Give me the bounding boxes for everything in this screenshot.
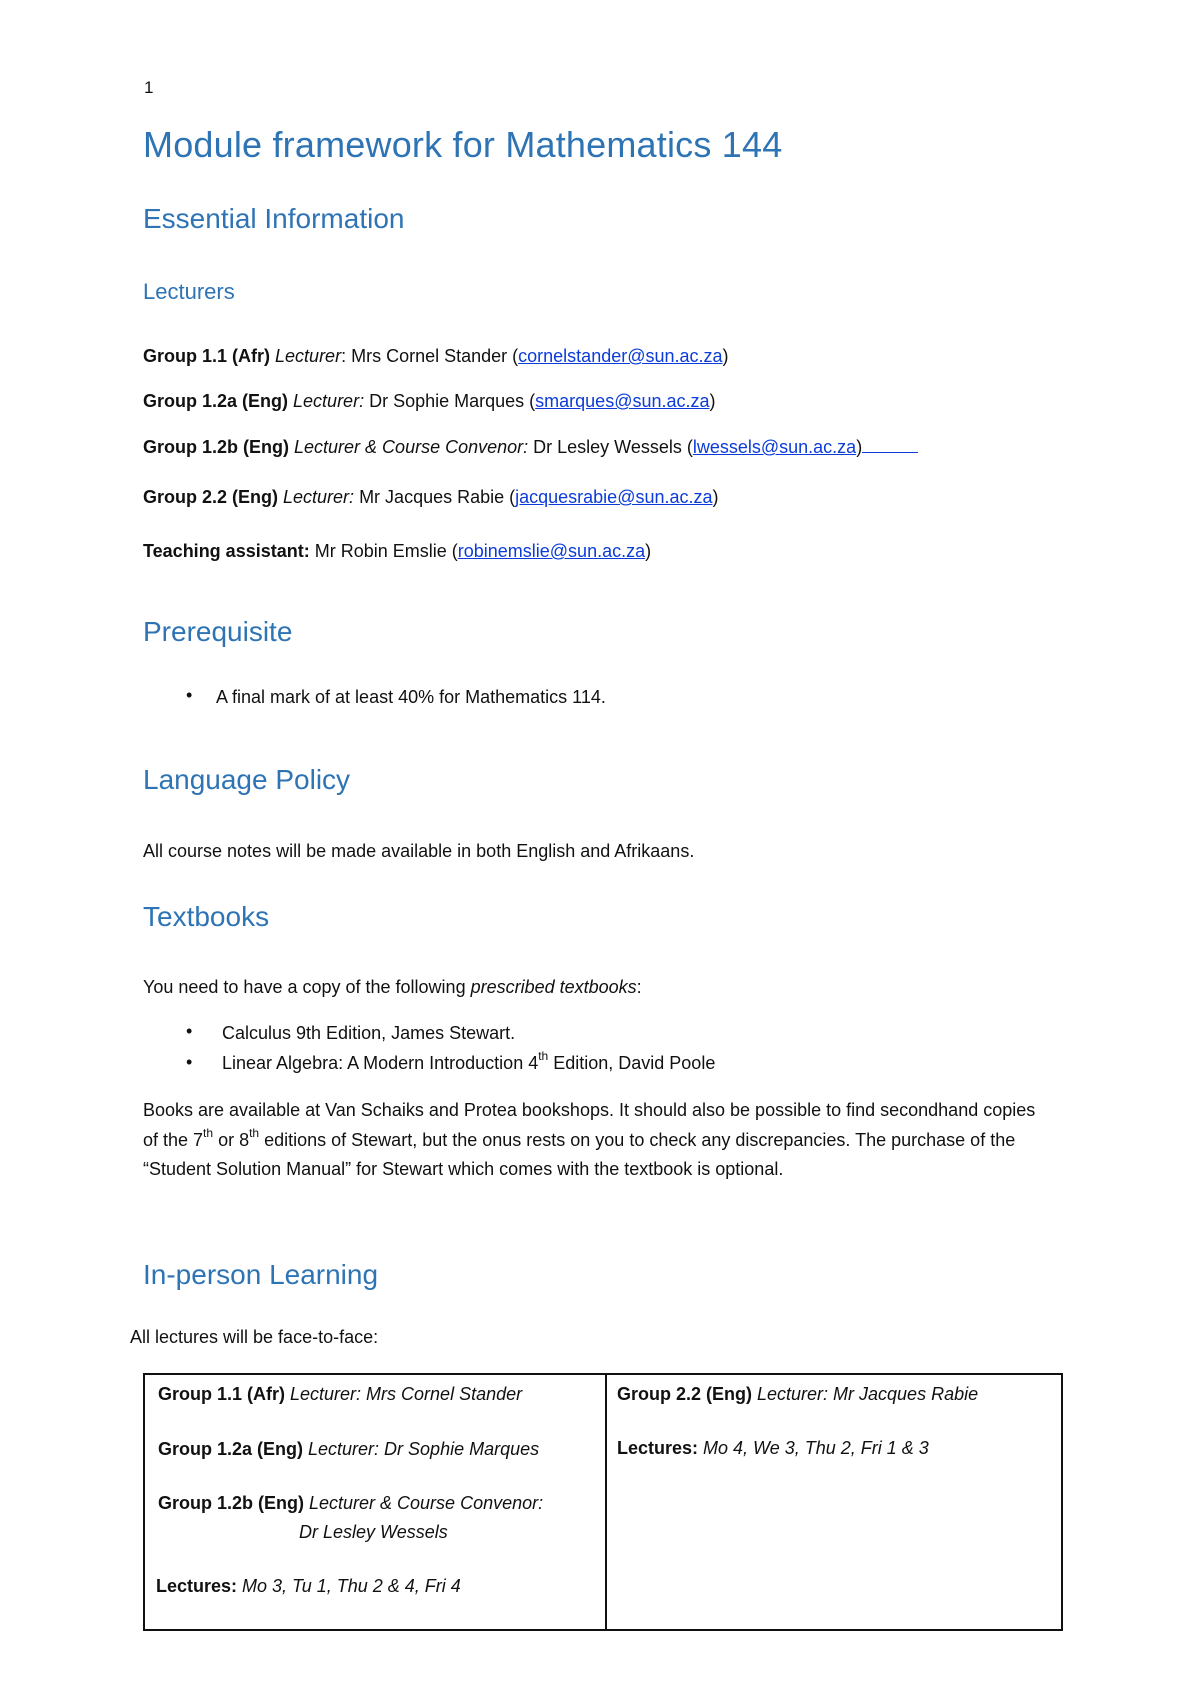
close-paren: ) (709, 391, 716, 411)
in-person-intro: All lectures will be face-to-face: (130, 1327, 379, 1347)
intro-emphasis: prescribed textbooks (470, 977, 637, 997)
prerequisite-heading: Prerequisite (143, 616, 293, 647)
close-paren: ) (712, 487, 719, 507)
lecturer-line-1 (143, 346, 729, 367)
superscript: th (249, 1125, 260, 1140)
lecture-times: Mo 3, Tu 1, Thu 2 & 4, Fri 4 (237, 1576, 461, 1596)
textbook-item-1: Calculus 9th Edition, James Stewart. (222, 1023, 516, 1043)
item-text-post: Edition, David Poole (548, 1053, 716, 1073)
table-cell-right-lectures (617, 1438, 929, 1459)
role-label: Lecturer: Mr Jacques Rabie (752, 1384, 979, 1404)
lecturer-line-3 (143, 436, 918, 458)
intro-suffix: : (636, 977, 642, 997)
lecturer-name: Dr Sophie Marques ( (364, 391, 536, 411)
lectures-label: Lectures: (156, 1576, 238, 1596)
role-label: Lecturer: (283, 487, 355, 507)
table-cell-left-group-3-name (299, 1522, 448, 1543)
group-label: Group 1.2b (Eng) (143, 437, 289, 457)
role-label: Lecturer & Course Convenor: (294, 437, 529, 457)
essential-information-heading: Essential Information (143, 203, 405, 234)
page-number: 1 (144, 78, 154, 97)
textbooks-intro (143, 977, 642, 998)
group-label: Group 1.1 (Afr) (143, 346, 271, 366)
close-paren: ) (645, 541, 652, 561)
para-part-3: editions of Stewart, but the onus rests on you to check any discrepancies. The purchase of the “Student Solution Manual” for Stewart which comes with the textbook is optional. (143, 1129, 1016, 1179)
lecture-times: Mo 4, We 3, Thu 2, Fri 1 & 3 (698, 1438, 929, 1458)
table-cell-right-group (617, 1384, 978, 1405)
in-person-learning-heading: In-person Learning (143, 1259, 379, 1290)
lecturer-line-2 (143, 391, 716, 412)
assistant-label: Teaching assistant: (143, 541, 310, 561)
lecturer-name: Mr Jacques Rabie ( (354, 487, 516, 507)
lecturer-name: Dr Lesley Wessels ( (528, 437, 693, 457)
table-cell-left-group-3 (158, 1493, 543, 1514)
role-label: Lecturer & Course Convenor: (304, 1493, 544, 1513)
textbooks-paragraph (143, 1096, 1043, 1185)
email-link[interactable]: smarques@sun.ac.za (535, 391, 710, 411)
close-paren: ) (722, 346, 729, 366)
role-label: Lecturer (275, 346, 342, 366)
email-link[interactable]: lwessels@sun.ac.za (692, 437, 857, 457)
teaching-assistant-line (143, 541, 651, 562)
lecturers-heading: Lecturers (143, 279, 235, 304)
close-paren: ) (856, 437, 863, 457)
language-policy-heading: Language Policy (143, 764, 351, 795)
group-label: Group 1.1 (Afr) (158, 1384, 286, 1404)
group-label: Group 2.2 (Eng) (143, 487, 278, 507)
bullet-icon: • (186, 685, 193, 705)
table-cell-left-lectures (156, 1576, 461, 1597)
superscript: th (538, 1049, 549, 1063)
para-part-2: or 8 (213, 1129, 250, 1150)
lecturer-name: Mrs Cornel Stander ( (346, 346, 519, 366)
superscript: th (203, 1125, 214, 1140)
bullet-icon: • (186, 1052, 193, 1072)
group-label: Group 1.2a (Eng) (158, 1439, 304, 1459)
table-cell-left-group-1 (158, 1384, 522, 1405)
email-link[interactable]: robinemslie@sun.ac.za (457, 541, 646, 561)
lecture-schedule-table (143, 1373, 1063, 1631)
group-label: Group 2.2 (Eng) (617, 1384, 752, 1404)
assistant-name: Mr Robin Emslie ( (309, 541, 458, 561)
role-label: Lecturer: Dr Sophie Marques (303, 1439, 540, 1459)
textbook-item-2 (222, 1049, 716, 1074)
role-label: Lecturer: Mrs Cornel Stander (285, 1384, 523, 1404)
document-title: Module framework for Mathematics 144 (143, 124, 783, 165)
lecturer-name: Dr Lesley Wessels (299, 1522, 448, 1542)
group-label: Group 1.2a (Eng) (143, 391, 289, 411)
lectures-label: Lectures: (617, 1438, 699, 1458)
textbooks-heading: Textbooks (143, 901, 270, 932)
language-policy-text: All course notes will be made available in both English and Afrikaans. (143, 841, 695, 861)
email-link[interactable]: cornelstander@sun.ac.za (518, 346, 723, 366)
prerequisite-item: A final mark of at least 40% for Mathematics 114. (216, 687, 606, 707)
underline-filler (862, 436, 918, 453)
separator: : (341, 346, 347, 366)
intro-prefix: You need to have a copy of the following (143, 977, 471, 997)
bullet-icon: • (186, 1021, 193, 1041)
table-cell-left-group-2 (158, 1439, 539, 1460)
lecturer-line-4 (143, 487, 719, 508)
item-text-pre: Linear Algebra: A Modern Introduction 4 (222, 1053, 539, 1073)
email-link[interactable]: jacquesrabie@sun.ac.za (515, 487, 713, 507)
para-part-1: Books are available at Van Schaiks and Protea bookshops. It should also be possible to find secondhand copies of the 7 (143, 1100, 1036, 1150)
table-divider (605, 1375, 607, 1629)
group-label: Group 1.2b (Eng) (158, 1493, 304, 1513)
role-label: Lecturer: (293, 391, 365, 411)
